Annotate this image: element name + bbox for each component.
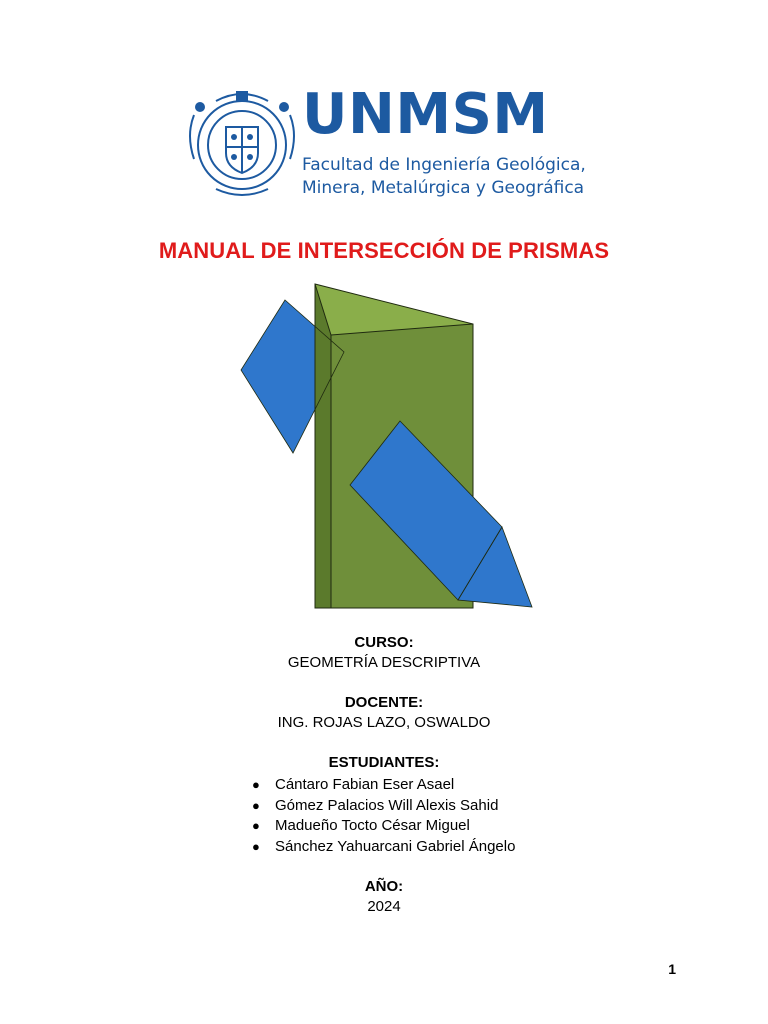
students-section	[0, 753, 768, 773]
list-item	[0, 775, 768, 796]
list-item	[0, 796, 768, 817]
year-section	[0, 877, 768, 917]
course-value: GEOMETRÍA DESCRIPTIVA	[287, 654, 481, 671]
year-value: 2024	[367, 898, 401, 915]
course-label: CURSO:	[354, 634, 414, 651]
list-item	[0, 837, 768, 858]
faculty-logo	[302, 84, 592, 200]
students-label: ESTUDIANTES:	[328, 754, 440, 771]
prism-intersection-illustration	[236, 280, 536, 610]
bullet-icon: ●	[252, 818, 260, 833]
student-name: Cántaro Fabian Eser Asael	[275, 776, 455, 793]
document-info	[0, 633, 768, 917]
course-section	[0, 633, 768, 673]
student-name: Madueño Tocto César Miguel	[275, 817, 470, 834]
student-name: Sánchez Yahuarcani Gabriel Ángelo	[275, 837, 516, 855]
bullet-icon: ●	[252, 797, 260, 813]
document-title: MANUAL DE INTERSECCIÓN DE PRISMAS	[158, 238, 610, 263]
bullet-icon: ●	[252, 777, 260, 792]
teacher-section	[0, 693, 768, 733]
green-prism-side-face	[315, 284, 331, 608]
list-item	[0, 816, 768, 837]
faculty-line-2: Minera, Metalúrgica y Geográfica	[302, 178, 585, 198]
university-seal-icon	[186, 85, 298, 203]
teacher-label: DOCENTE:	[344, 694, 424, 711]
student-name: Gómez Palacios Will Alexis Sahid	[275, 796, 499, 814]
page-number: 1	[668, 961, 676, 977]
bullet-icon: ●	[252, 838, 260, 854]
teacher-value: ING. ROJAS LAZO, OSWALDO	[277, 714, 491, 731]
faculty-line-1: Facultad de Ingeniería Geológica,	[302, 155, 586, 175]
university-name: UNMSM	[302, 82, 549, 147]
faculty-name	[302, 154, 592, 200]
year-label: AÑO:	[364, 878, 404, 895]
students-list	[0, 775, 768, 857]
